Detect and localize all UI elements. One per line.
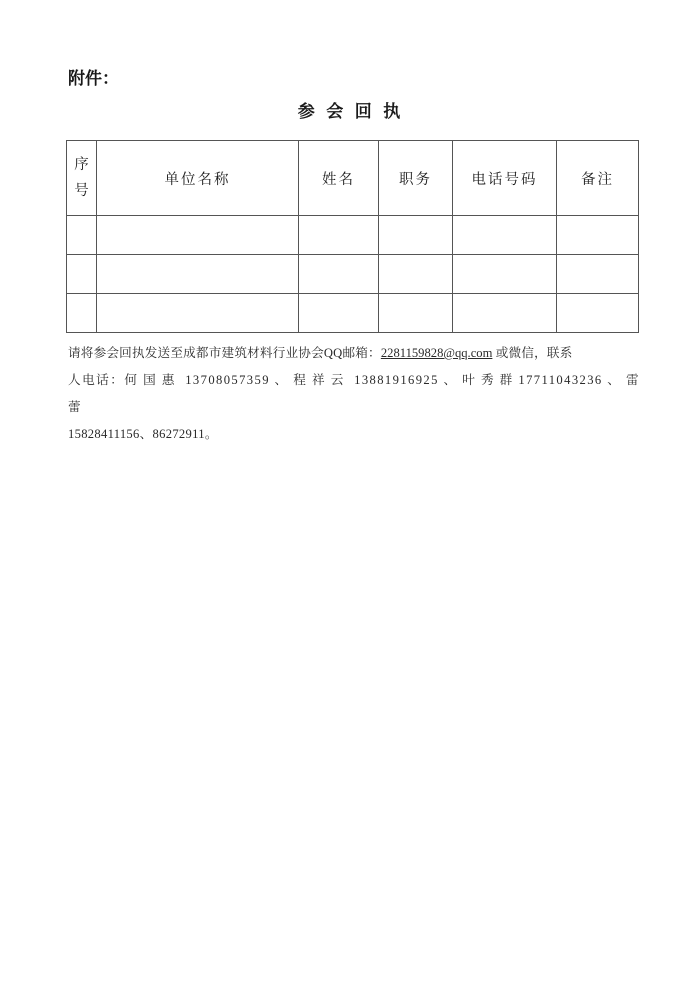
column-header-sequence bbox=[67, 141, 97, 216]
cell-name[interactable] bbox=[299, 255, 379, 294]
contact-instructions-line2: 人电话：何 国 惠 13708057359 、 程 祥 云 13881916925 、 叶 秀 群 17711043236 、 雷 蕾 bbox=[68, 373, 645, 414]
qq-email-link[interactable]: 2281159828@qq.com bbox=[380, 346, 493, 360]
cell-sequence[interactable] bbox=[67, 216, 97, 255]
table-row bbox=[67, 216, 639, 255]
cell-phone[interactable] bbox=[453, 294, 557, 333]
contact-instructions-prefix: 请将参会回执发送至成都市建筑材料行业协会QQ邮箱： bbox=[68, 346, 381, 360]
cell-sequence[interactable] bbox=[67, 255, 97, 294]
cell-position[interactable] bbox=[379, 216, 453, 255]
contact-instructions bbox=[68, 340, 645, 448]
table-header-row bbox=[67, 141, 639, 216]
table-row bbox=[67, 294, 639, 333]
cell-phone[interactable] bbox=[453, 216, 557, 255]
cell-name[interactable] bbox=[299, 216, 379, 255]
contact-instructions-line3: 15828411156、86272911。 bbox=[68, 427, 218, 441]
cell-phone[interactable] bbox=[453, 255, 557, 294]
contact-instructions-suffix: 或微信，联系 bbox=[492, 346, 573, 360]
column-header-name: 姓名 bbox=[299, 141, 379, 216]
cell-unit-name[interactable] bbox=[97, 294, 299, 333]
cell-note[interactable] bbox=[557, 216, 639, 255]
cell-sequence[interactable] bbox=[67, 294, 97, 333]
cell-position[interactable] bbox=[379, 255, 453, 294]
attendance-receipt-table bbox=[66, 140, 639, 333]
attachment-label: 附件： bbox=[68, 69, 119, 89]
column-header-sequence-line1: 序 bbox=[74, 157, 89, 173]
page-title: 参 会 回 执 bbox=[297, 102, 402, 121]
contact-instructions-line1 bbox=[68, 340, 640, 367]
column-header-note: 备注 bbox=[557, 141, 639, 216]
table-row bbox=[67, 255, 639, 294]
cell-note[interactable] bbox=[557, 255, 639, 294]
column-header-phone: 电话号码 bbox=[453, 141, 557, 216]
cell-unit-name[interactable] bbox=[97, 255, 299, 294]
cell-unit-name[interactable] bbox=[97, 216, 299, 255]
cell-note[interactable] bbox=[557, 294, 639, 333]
column-header-unit-name: 单位名称 bbox=[97, 141, 299, 216]
cell-name[interactable] bbox=[299, 294, 379, 333]
cell-position[interactable] bbox=[379, 294, 453, 333]
column-header-sequence-line2: 号 bbox=[74, 183, 89, 199]
column-header-position: 职务 bbox=[379, 141, 453, 216]
